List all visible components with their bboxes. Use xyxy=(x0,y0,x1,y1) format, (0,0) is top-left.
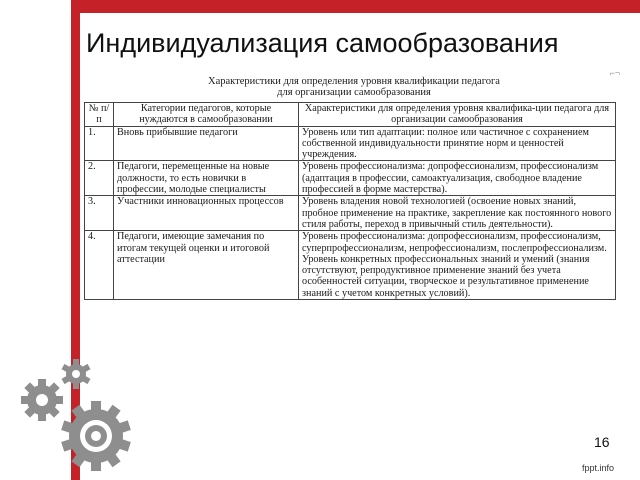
caption-line-2: для организации самообразования xyxy=(277,87,431,98)
slide-title: Индивидуализация самообразования xyxy=(86,28,559,58)
corner-mark: ⌐¬ xyxy=(609,68,620,78)
scanned-document xyxy=(84,68,624,404)
row-num: 4. xyxy=(85,231,114,300)
document-caption xyxy=(84,68,624,98)
caption-line-1: Характеристики для определения уровня квалификации педагога xyxy=(208,76,500,87)
table-row xyxy=(85,126,616,161)
row-characteristics: Уровень владения новой технологией (освоение новых знаний, пробное применение на практике, закрепление как постоянного нового стиля работы, переход в привычный стиль деятельности). xyxy=(299,196,616,231)
row-characteristics: Уровень профессионализма: допрофессионализм, профессионализм (адаптация в профессии, самоактуализация, свободное владение профессией в форме мастерства). xyxy=(299,161,616,196)
row-category: Педагоги, имеющие замечания по итогам текущей оценки и итоговой аттестации xyxy=(114,231,299,300)
row-category: Участники инновационных процессов xyxy=(114,196,299,231)
page-number: 16 xyxy=(594,434,610,450)
row-category: Педагоги, перемещенные на новые должности, то есть новички в профессии, молодые специалисты xyxy=(114,161,299,196)
header-characteristics: Характеристики для определения уровня квалифика-ции педагога для организации самообразования xyxy=(299,103,616,127)
characteristics-table xyxy=(84,102,616,300)
row-characteristics: Уровень профессионализма: допрофессионализм, профессионализм, суперпрофессионализм, непрофессионализм, послепрофессионализм. Уровень конкретных профессиональных знаний и умений (знания отсутствуют, репродуктивное применение знаний без учета особенностей ситуации, творческое и результативное применение знаний с учетом конкретных условий). xyxy=(299,231,616,300)
gears-icon xyxy=(0,340,140,480)
table-row xyxy=(85,231,616,300)
row-num: 1. xyxy=(85,126,114,161)
site-label: fppt.info xyxy=(582,463,615,473)
table-header-row xyxy=(85,103,616,127)
table-row xyxy=(85,161,616,196)
row-num: 2. xyxy=(85,161,114,196)
row-characteristics: Уровень или тип адаптации: полное или частичное с сохранением собственной индивидуальности принятие норм и ценностей учреждения. xyxy=(299,126,616,161)
header-category: Категории педагогов, которые нуждаются в самообразовании xyxy=(114,103,299,127)
table-row xyxy=(85,196,616,231)
row-category: Вновь прибывшие педагоги xyxy=(114,126,299,161)
top-accent-bar xyxy=(71,0,640,13)
row-num: 3. xyxy=(85,196,114,231)
header-num: № п/п xyxy=(85,103,114,127)
